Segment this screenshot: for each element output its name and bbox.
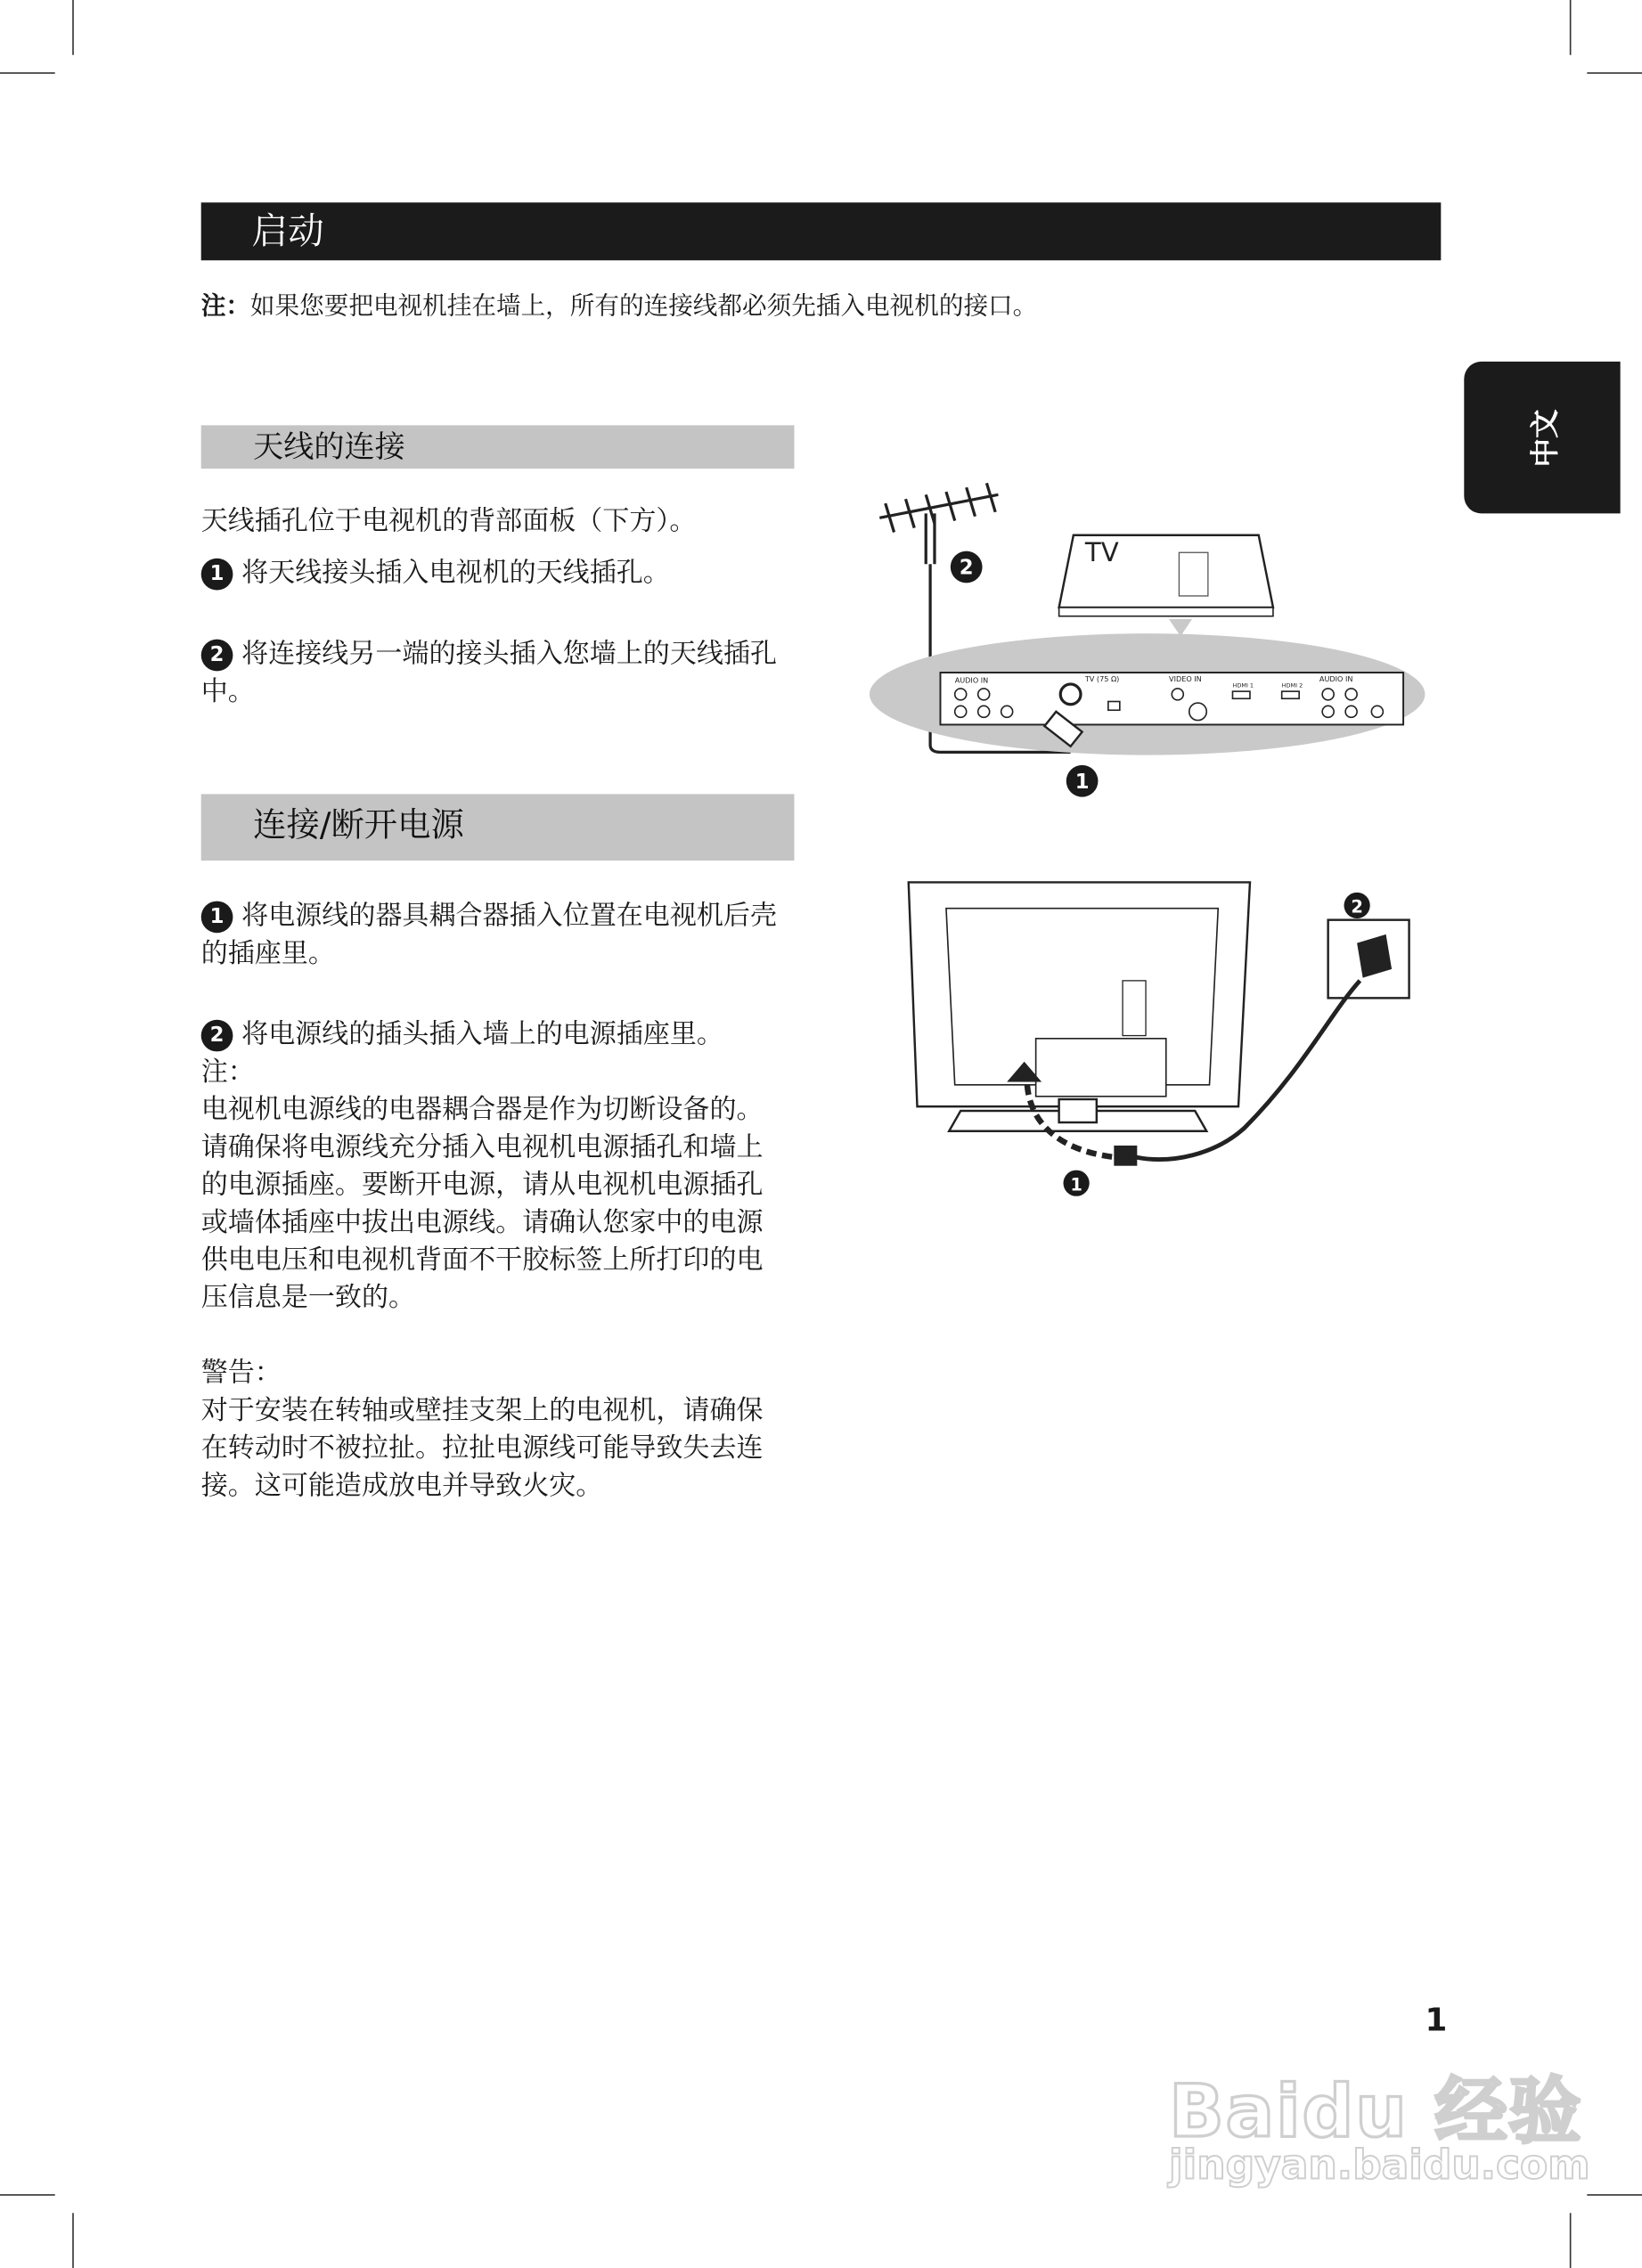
power-connection-diagram [897, 868, 1418, 1200]
crop-mark [0, 2194, 55, 2196]
crop-mark [1570, 2213, 1572, 2268]
panel-label: HDMI 2 [1281, 681, 1303, 689]
wall-outlet [1328, 893, 1409, 999]
antenna-section-body [201, 503, 780, 712]
callout-1 [1066, 765, 1099, 797]
antenna-step-1 [201, 556, 780, 593]
panel-label: VIDEO IN [1169, 673, 1202, 683]
panel-label: AUDIO IN [1319, 673, 1353, 683]
warning-text: 对于安装在转轴或壁挂支架上的电视机，请确保在转动时不被拉扯。拉扯电源线可能导致失去连接。这可能造成放电并导致火灾。 [200, 1395, 764, 1502]
top-note-text: 如果您要把电视机挂在墙上，所有的连接线都必须先插入电视机的接口。 [249, 291, 1038, 322]
crop-mark [1587, 2194, 1642, 2196]
appliance-coupler [1114, 1146, 1137, 1166]
callout-2-label: 2 [1351, 896, 1363, 918]
callout-2-label: 2 [959, 556, 974, 580]
antenna-step-2-text: 将连接线另一端的接头插入您墙上的天线插孔中。 [200, 639, 778, 707]
antenna-icon [879, 483, 998, 564]
page-number: 1 [1425, 2003, 1448, 2040]
callout-1-label: 1 [1074, 770, 1090, 794]
baidu-watermark-url: jingyan.baidu.com [1169, 2141, 1590, 2189]
power-note-text: 电视机电源线的电器耦合器是作为切断设备的。请确保将电源线充分插入电视机电源插孔和墙上的电源插座。要断开电源，请从电视机电源插孔或墙体插座中拔出电源线。请确认您家中的电源供电电压和电视机背面不干胶标签上所打印的电压信息是一致的。 [200, 1095, 764, 1314]
crop-mark [1587, 72, 1642, 74]
callout-2 [951, 551, 983, 583]
antenna-step-1-text: 将天线接头插入电视机的天线插孔。 [241, 558, 670, 589]
language-tab-label: 中文 [1526, 408, 1562, 467]
warning-label: 警告： [200, 1358, 282, 1389]
power-step-2-text: 将电源线的插头插入墙上的电源插座里。 [241, 1019, 723, 1050]
step-number-1: 1 [201, 559, 233, 591]
baidu-watermark: Baidu 经验 [1169, 2069, 1583, 2154]
antenna-section-heading: 天线的连接 [201, 425, 795, 469]
antenna-connection-diagram [854, 477, 1461, 810]
power-section-heading: 连接/断开电源 [201, 794, 795, 861]
power-step-1-text: 将电源线的器具耦合器插入位置在电视机后壳的插座里。 [200, 901, 778, 969]
callout-1-label: 1 [1070, 1174, 1082, 1195]
crop-mark [0, 72, 55, 74]
tv-rear-outline [909, 882, 1250, 1130]
panel-label: HDMI 1 [1232, 681, 1254, 689]
step-number-2: 2 [201, 1020, 233, 1052]
step-number-2: 2 [201, 640, 233, 672]
tv-outline [1059, 535, 1273, 637]
page-title: 启动 [201, 202, 1442, 260]
panel-label: AUDIO IN [954, 675, 989, 685]
step-number-1: 1 [201, 901, 233, 934]
power-section-body [201, 898, 780, 1505]
crop-mark [1570, 0, 1572, 55]
power-note-label: 注： [200, 1056, 255, 1089]
language-tab [1464, 362, 1620, 513]
crop-mark [72, 0, 74, 55]
top-note [201, 286, 1442, 326]
panel-label: TV (75 Ω) [1084, 673, 1120, 683]
crop-mark [72, 2213, 74, 2268]
antenna-intro: 天线插孔位于电视机的背部面板（下方）。 [200, 506, 697, 537]
antenna-step-2 [201, 636, 780, 711]
tv-label: TV [1084, 536, 1119, 567]
top-note-label: 注： [200, 291, 250, 322]
power-step-1 [201, 898, 780, 973]
callout-1 [1063, 1171, 1089, 1196]
power-step-2 [201, 1016, 780, 1054]
